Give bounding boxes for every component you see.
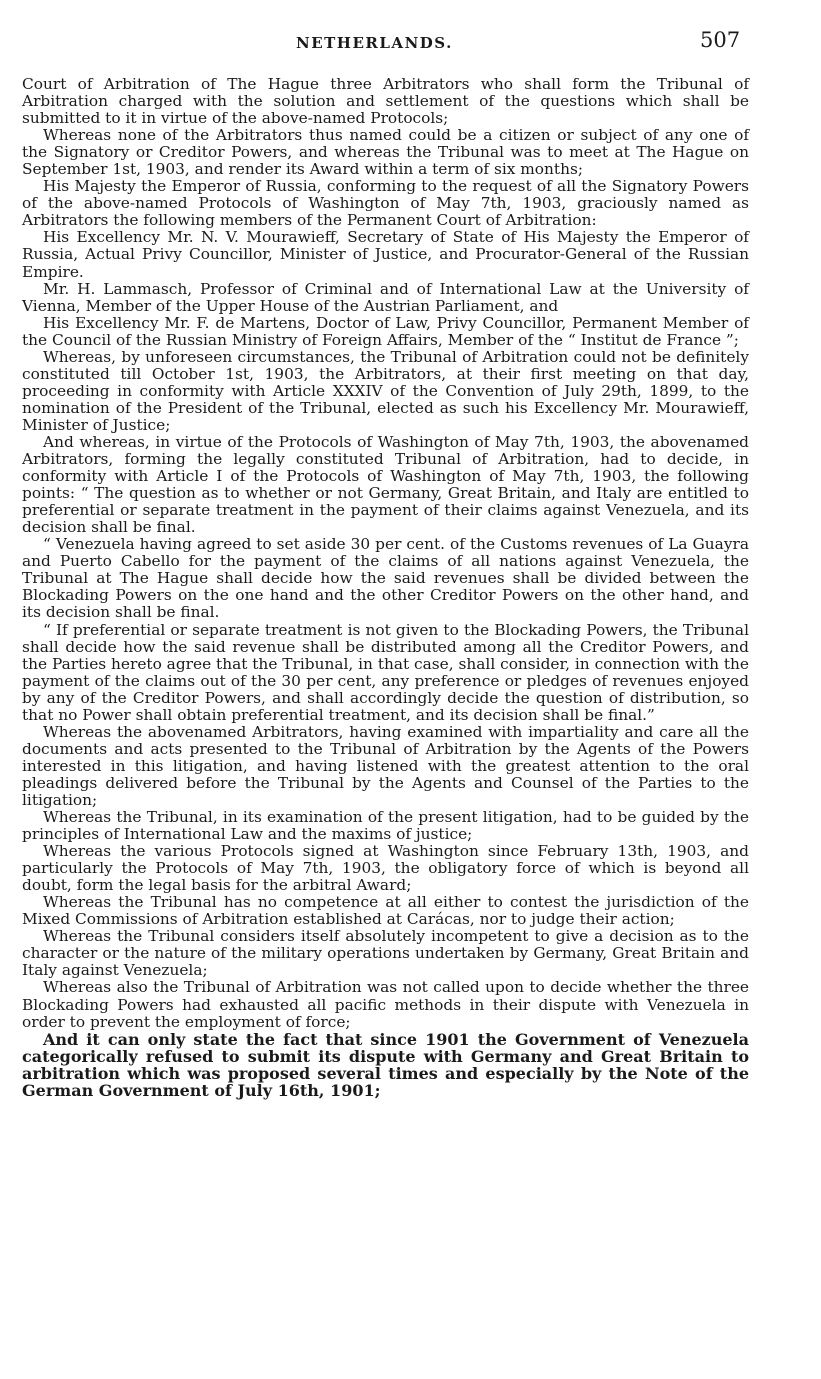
paragraph-de-martens: His Excellency Mr. F. de Martens, Doctor of Law, Privy Councillor, Permanent Member of the Council of the Russian Ministry of Foreign Affairs, Member of the “ Institut de France ”; bbox=[22, 313, 749, 349]
paragraph-mourawieff: His Excellency Mr. N. V. Mourawieff, Secretary of State of His Majesty the Emperor of Russia, Actual Privy Councillor, Minister of Justice, and Procurator-General of the Russian Empire. bbox=[22, 228, 749, 281]
paragraph-tribunal-constituted: Whereas, by unforeseen circumstances, the Tribunal of Arbitration could not be definitely constituted till October 1st, 1903, the Arbitrators, at their first meeting on that day, proceeding in conformity with Article XXXIV of the Convention of July 29th, 1899, to the nomination of the President of the Tribunal, elected as such his Excellency Mr. Mourawieff, Minister of Justice; bbox=[22, 347, 749, 434]
paragraph-court-of-arbitration: Court of Arbitration of The Hague three Arbitrators who shall form the Tribunal of Arbitration charged with the solution and settlement of the questions which shall be submitted to it in virtue of the above-named Protocols; bbox=[22, 75, 749, 128]
paragraph-international-law: Whereas the Tribunal, in its examination of the present litigation, had to be guided by the principles of International Law and the maxims of justice; bbox=[22, 808, 749, 844]
paragraph-customs-revenues: “ Venezuela having agreed to set aside 30 per cent. of the Customs revenues of La Guayra and Puerto Cabello for the payment of the claims of all nations against Venezuela, the Tribunal at The Hague shall decide how the said revenues shall be divided between the Blockading Powers on the one hand and the other Creditor Powers on the other hand, and its decision shall be final. bbox=[22, 535, 749, 622]
paragraph-emperor-of-russia: His Majesty the Emperor of Russia, conforming to the request of all the Signatory Powers of the above-named Protocols of Washington of May 7th, 1903, graciously named as Arbitrators the following members of the Permanent Court of Arbitration: bbox=[22, 177, 749, 230]
paragraph-arbitrators-citizenship: Whereas none of the Arbitrators thus named could be a citizen or subject of any one of the Signatory or Creditor Powers, and whereas the Tribunal was to meet at The Hague on September 1st, 1903, and render its Award within a term of six months; bbox=[22, 126, 749, 179]
paragraph-pacific-methods: Whereas also the Tribunal of Arbitration was not called upon to decide whether the three Blockading Powers had exhausted all pacific methods in their dispute with Venezuela in order to prevent the employment of force; bbox=[22, 978, 749, 1031]
running-title: NETHERLANDS. bbox=[296, 34, 453, 52]
paragraph-preferential-treatment: “ If preferential or separate treatment is not given to the Blockading Powers, the Tribunal shall decide how the said revenue shall be distributed among all the Creditor Powers, and the Parties hereto agree that the Tribunal, in that case, shall consider, in connection with the payment of the claims out of the 30 per cent, any preference or pledges of revenues enjoyed by any of the Creditor Powers, and shall accordingly decide the question of distribution, so that no Power shall obtain preferential treatment, and its decision shall be final.” bbox=[22, 620, 749, 724]
paragraph-venezuela-refused: And it can only state the fact that since 1901 the Government of Venezuela categorically refused to submit its dispute with Germany and Great Britain to arbitration which was proposed several times and especially by the Note of the German Government of July 16th, 1901; bbox=[22, 1029, 749, 1100]
body-text bbox=[22, 76, 749, 1099]
paragraph-protocols-legal-basis: Whereas the various Protocols signed at Washington since February 13th, 1903, and particularly the Protocols of May 7th, 1903, the obligatory force of which is beyond all doubt, form the legal basis for the arbitral Award; bbox=[22, 842, 749, 895]
paragraph-points-to-decide: And whereas, in virtue of the Protocols of Washington of May 7th, 1903, the abovenamed Arbitrators, forming the legally constituted Tribunal of Arbitration, had to decide, in conformity with Article I of the Protocols of Washington of May 7th, 1903, the following points: “ The question as to whether or not Germany, Great Britain, and Italy are entitled to preferential or separate treatment in the payment of their claims against Venezuela, and its decision shall be final. bbox=[22, 432, 749, 537]
paragraph-mixed-commissions: Whereas the Tribunal has no competence at all either to contest the jurisdiction of the Mixed Commissions of Arbitration established at Carácas, nor to judge their action; bbox=[22, 893, 749, 929]
paragraph-military-operations: Whereas the Tribunal considers itself absolutely incompetent to give a decision as to the character or the nature of the military operations undertaken by Germany, Great Britain and Italy against Venezuela; bbox=[22, 927, 749, 980]
page-number: 507 bbox=[700, 28, 741, 52]
paragraph-lammasch: Mr. H. Lammasch, Professor of Criminal and of International Law at the University of Vienna, Member of the Upper House of the Austrian Parliament, and bbox=[22, 279, 749, 315]
paragraph-documents-examined: Whereas the abovenamed Arbitrators, having examined with impartiality and care all the documents and acts presented to the Tribunal of Arbitration by the Agents of the Powers interested in this litigation, and having listened with the greatest attention to the oral pleadings delivered before the Tribunal by the Agents and Counsel of the Parties to the litigation; bbox=[22, 722, 749, 809]
